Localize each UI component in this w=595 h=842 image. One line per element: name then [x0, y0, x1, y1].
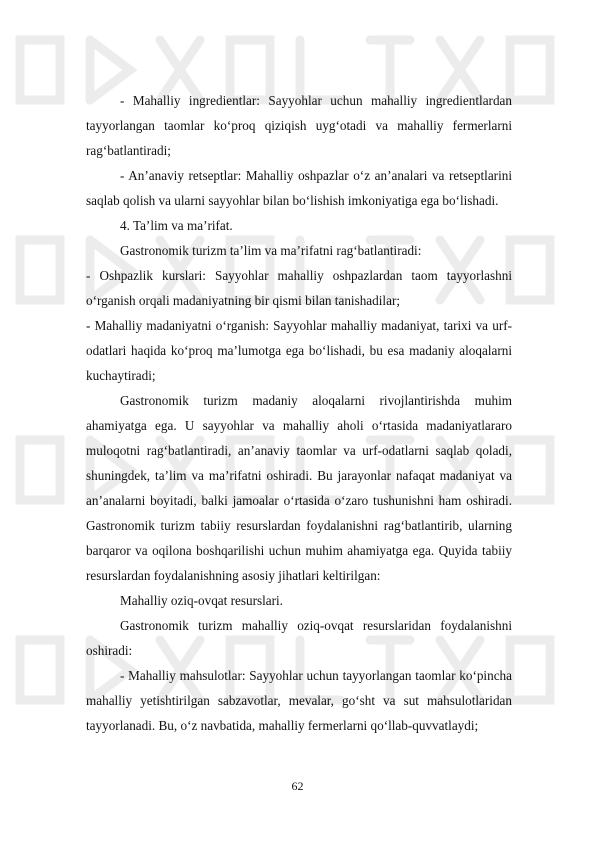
page-body	[86, 88, 512, 738]
paragraph-local-products: - Mahalliy mahsulotlar: Sayyohlar uchun tayyorlangan taomlar ko‘pincha mahalliy yetishtirilgan sabzavotlar, mevalar, go‘sht va sut mahsulotlaridan tayyorlanadi. Bu, o‘z navbatida, mahalliy fermerlarni qo‘llab-quvvatlaydi;	[86, 668, 512, 733]
paragraph-food-resources-intro: Gastronomik turizm mahalliy oziq-ovqat resurslaridan foydalanishni oshiradi:	[86, 618, 512, 658]
page-number: 62	[291, 779, 304, 793]
paragraph-traditional-recipes: - An’anaviy retseptlar: Mahalliy oshpazlar o‘z an’analari va retseptlarini saqlab qolish va ularni sayyohlar bilan bo‘lishish imkoniyatiga ega bo‘lishadi.	[86, 168, 512, 208]
paragraph-education-intro: Gastronomik turizm ta’lim va ma’rifatni rag‘batlantiradi:	[120, 243, 422, 258]
paragraph-cultural-ties: Gastronomik turizm madaniy aloqalarni rivojlantirishda muhim ahamiyatga ega. U sayyohlar va mahalliy aholi o‘rtasida madaniyatlararo muloqotni rag‘batlantiradi, an’anaviy taomlar va urf-odatlarni saqlab qoladi, shuningdek, ta’lim va ma’rifatni oshiradi. Bu jarayonlar nafaqat madaniyat va an’analarni boyitadi, balki jamoalar o‘rtasida o‘zaro tushunishni ham oshiradi. Gastronomik turizm tabiiy resurslardan foydalanishni rag‘batlantirib, ularning barqaror va oqilona boshqarilishi uchun muhim ahamiyatga ega. Quyida tabiiy resurslardan foydalanishning asosiy jihatlari keltirilgan:	[86, 393, 512, 583]
paragraph-local-ingredients: - Mahalliy ingredientlar: Sayyohlar uchun mahalliy ingredientlardan tayyorlangan taomlar ko‘proq qiziqish uyg‘otadi va mahalliy fermerlarni rag‘batlantiradi;	[86, 93, 512, 158]
paragraph-local-culture: - Mahalliy madaniyatni o‘rganish: Sayyohlar mahalliy madaniyat, tarixi va urf-odatlari haqida ko‘proq ma’lumotga ega bo‘lishadi, bu esa madaniy aloqalarni kuchaytiradi;	[86, 318, 512, 383]
section-heading-food-resources: Mahalliy oziq-ovqat resurslari.	[120, 593, 283, 608]
section-heading-education: 4. Ta’lim va ma’rifat.	[120, 218, 233, 233]
paragraph-cooking-courses: - Oshpazlik kurslari: Sayyohlar mahalliy oshpazlardan taom tayyorlashni o‘rganish orqali madaniyatning bir qismi bilan tanishadilar;	[86, 268, 512, 308]
